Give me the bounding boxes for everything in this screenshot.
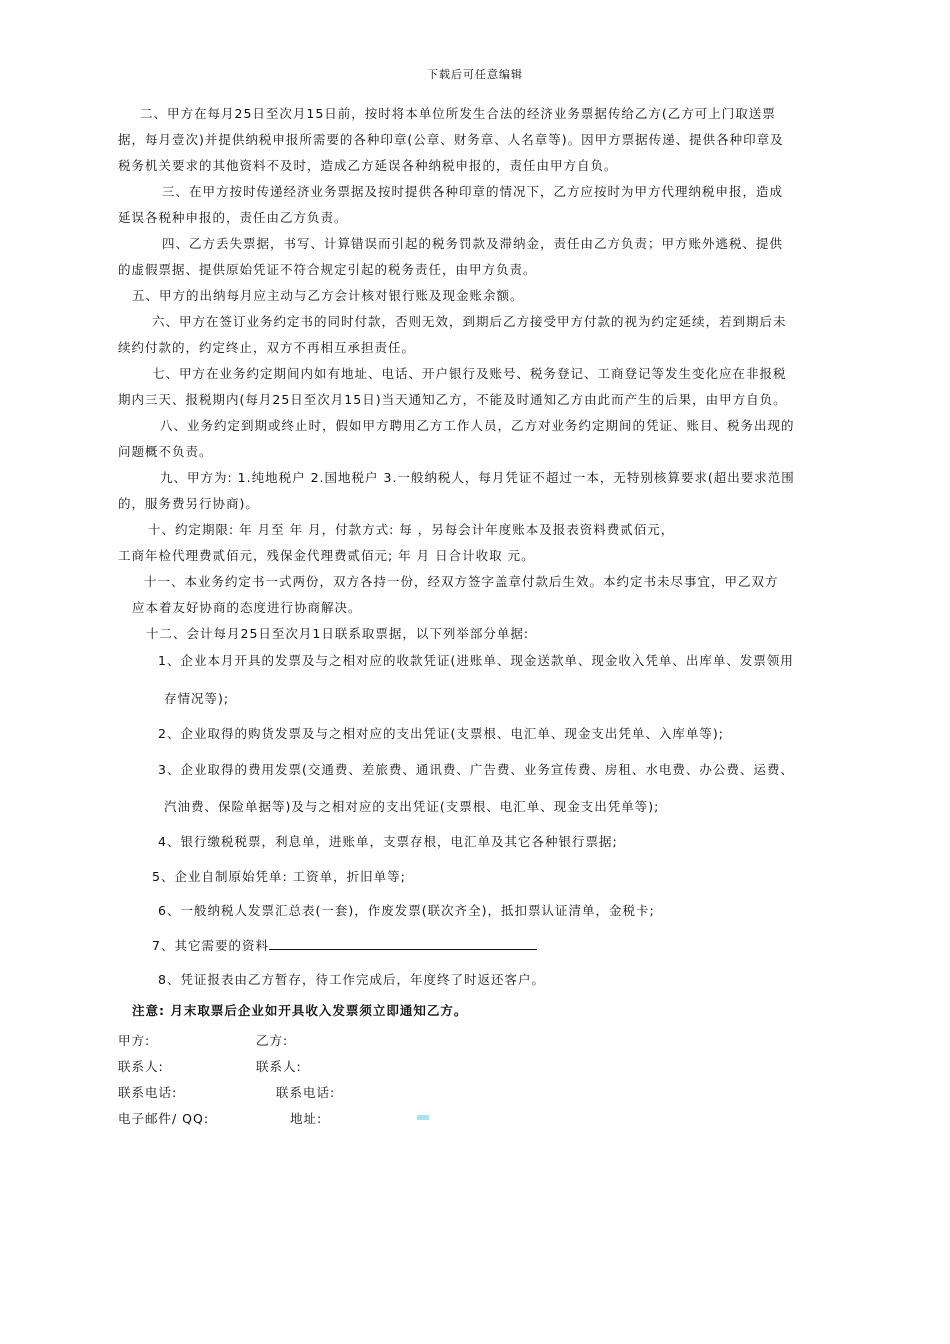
clause-line: 十一、本业务约定书一式两份，双方各持一份，经双方签字盖章付款后生效。本约定书未尽事宜，甲乙双方 <box>144 574 779 589</box>
clause-line: 五、甲方的出纳每月应主动与乙方会计核对银行账及现金账余额。 <box>132 288 524 303</box>
clause-line: 税务机关要求的其他资料不及时，造成乙方延误各种纳税申报的，责任由甲方自负。 <box>118 158 618 173</box>
doc-item-7-label: 7、其它需要的资料 <box>152 938 269 953</box>
doc-item-8: 8、凭证报表由乙方暂存，待工作完成后，年度终了时返还客户。 <box>158 972 545 987</box>
clause-7 <box>118 361 834 413</box>
clause-6 <box>118 309 834 361</box>
party-b-label: 乙方: <box>256 1033 289 1048</box>
doc-item-3-cont: 汽油费、保险单据等)及与之相对应的支出凭证(支票根、电汇单、现金支出凭单等); <box>164 799 660 814</box>
party-a-label: 甲方: <box>118 1033 151 1048</box>
highlight-mark <box>417 1115 429 1120</box>
contact-a-label: 联系人: <box>118 1059 164 1074</box>
doc-item-4: 4、银行缴税税票，利息单，进账单，支票存根，电汇单及其它各种银行票据; <box>158 834 618 849</box>
doc-item-1-cont: 存情况等); <box>164 691 230 706</box>
doc-item-3: 3、企业取得的费用发票(交通费、差旅费、通讯费、广告费、业务宣传费、房租、水电费、办公费、运费、 <box>158 762 794 777</box>
clause-line: 据，每月壹次)并提供纳税申报所需要的各种印章(公章、财务章、人名章等)。因甲方票据传递、提供各种印章及 <box>118 132 784 147</box>
page-header: 下载后可任意编辑 <box>427 68 523 81</box>
clause-line: 六、甲方在签订业务约定书的同时付款，否则无效，到期后乙方接受甲方付款的视为约定延续，若到期后未 <box>152 314 787 329</box>
email-a-label: 电子邮件/ QQ: <box>118 1111 210 1126</box>
notice-text: 注意: 月末取票后企业如开具收入发票须立即通知乙方。 <box>132 1003 468 1018</box>
clause-line: 期内三天、报税期内(每月25日至次月15日)当天通知乙方，不能及时通知乙方由此而产生的后果，由甲方自负。 <box>118 392 787 407</box>
clause-5 <box>118 283 834 309</box>
clause-3 <box>118 179 834 231</box>
clause-line: 十、约定期限: 年 月至 年 月，付款方式: 每 ，另每会计年度账本及报表资料费贰佰元， <box>148 522 675 537</box>
clause-10 <box>118 517 834 569</box>
doc-item-7 <box>152 936 537 954</box>
fill-in-blank[interactable] <box>269 949 537 950</box>
clause-4 <box>118 231 834 283</box>
clause-line: 三、在甲方按时传递经济业务票据及按时提供各种印章的情况下，乙方应按时为甲方代理纳税申报，造成 <box>162 184 784 199</box>
clause-line: 延误各税种申报的，责任由乙方负责。 <box>118 210 348 225</box>
contact-b-label: 联系人: <box>256 1059 302 1074</box>
clause-line: 七、甲方在业务约定期间内如有地址、电话、开户银行及账号、税务登记、工商登记等发生变化应在非报税 <box>152 366 787 381</box>
clause-11 <box>118 569 834 621</box>
clause-line: 八、业务约定到期或终止时，假如甲方聘用乙方工作人员，乙方对业务约定期间的凭证、账目、税务出现的 <box>160 418 795 433</box>
address-b-label: 地址: <box>290 1111 323 1126</box>
doc-item-1: 1、企业本月开具的发票及与之相对应的收款凭证(进账单、现金送款单、现金收入凭单、出库单、发票领用 <box>158 653 794 668</box>
clause-line: 续约付款的，约定终止，双方不再相互承担责任。 <box>118 340 416 355</box>
doc-item-6: 6、一般纳税人发票汇总表(一套)，作废发票(联次齐全)，抵扣票认证清单，金税卡; <box>158 903 655 918</box>
doc-item-5: 5、企业自制原始凭单: 工资单，折旧单等; <box>152 869 406 884</box>
doc-item-2: 2、企业取得的购货发票及与之相对应的支出凭证(支票根、电汇单、现金支出凭单、入库单等); <box>158 726 724 741</box>
clause-line: 工商年检代理费贰佰元，残保金代理费贰佰元; 年 月 日合计收取 元。 <box>118 548 535 563</box>
clause-12 <box>118 621 834 647</box>
clause-line: 四、乙方丢失票据，书写、计算错误而引起的税务罚款及滞纳金，责任由乙方负责；甲方账外逃税、提供 <box>162 236 784 251</box>
phone-b-label: 联系电话: <box>276 1085 336 1100</box>
clause-line: 二、甲方在每月25日至次月15日前，按时将本单位所发生合法的经济业务票据传给乙方(乙方可上门取送票 <box>140 106 776 121</box>
clause-8 <box>118 413 834 465</box>
clause-line: 问题概不负责。 <box>118 444 213 459</box>
clause-line: 十二、会计每月25日至次月1日联系取票据，以下列举部分单据: <box>146 626 530 641</box>
clause-line: 九、甲方为: 1.纯地税户 2.国地税户 3.一般纳税人，每月凭证不超过一本，无特别核算要求(超出要求范围 <box>160 470 795 485</box>
clause-9 <box>118 465 834 517</box>
phone-a-label: 联系电话: <box>118 1085 178 1100</box>
clause-line: 的虚假票据、提供原始凭证不符合规定引起的税务责任，由甲方负责。 <box>118 262 537 277</box>
clause-line: 的，服务费另行协商)。 <box>118 496 259 511</box>
clause-2 <box>118 101 834 179</box>
clause-line: 应本着友好协商的态度进行协商解决。 <box>132 600 362 615</box>
